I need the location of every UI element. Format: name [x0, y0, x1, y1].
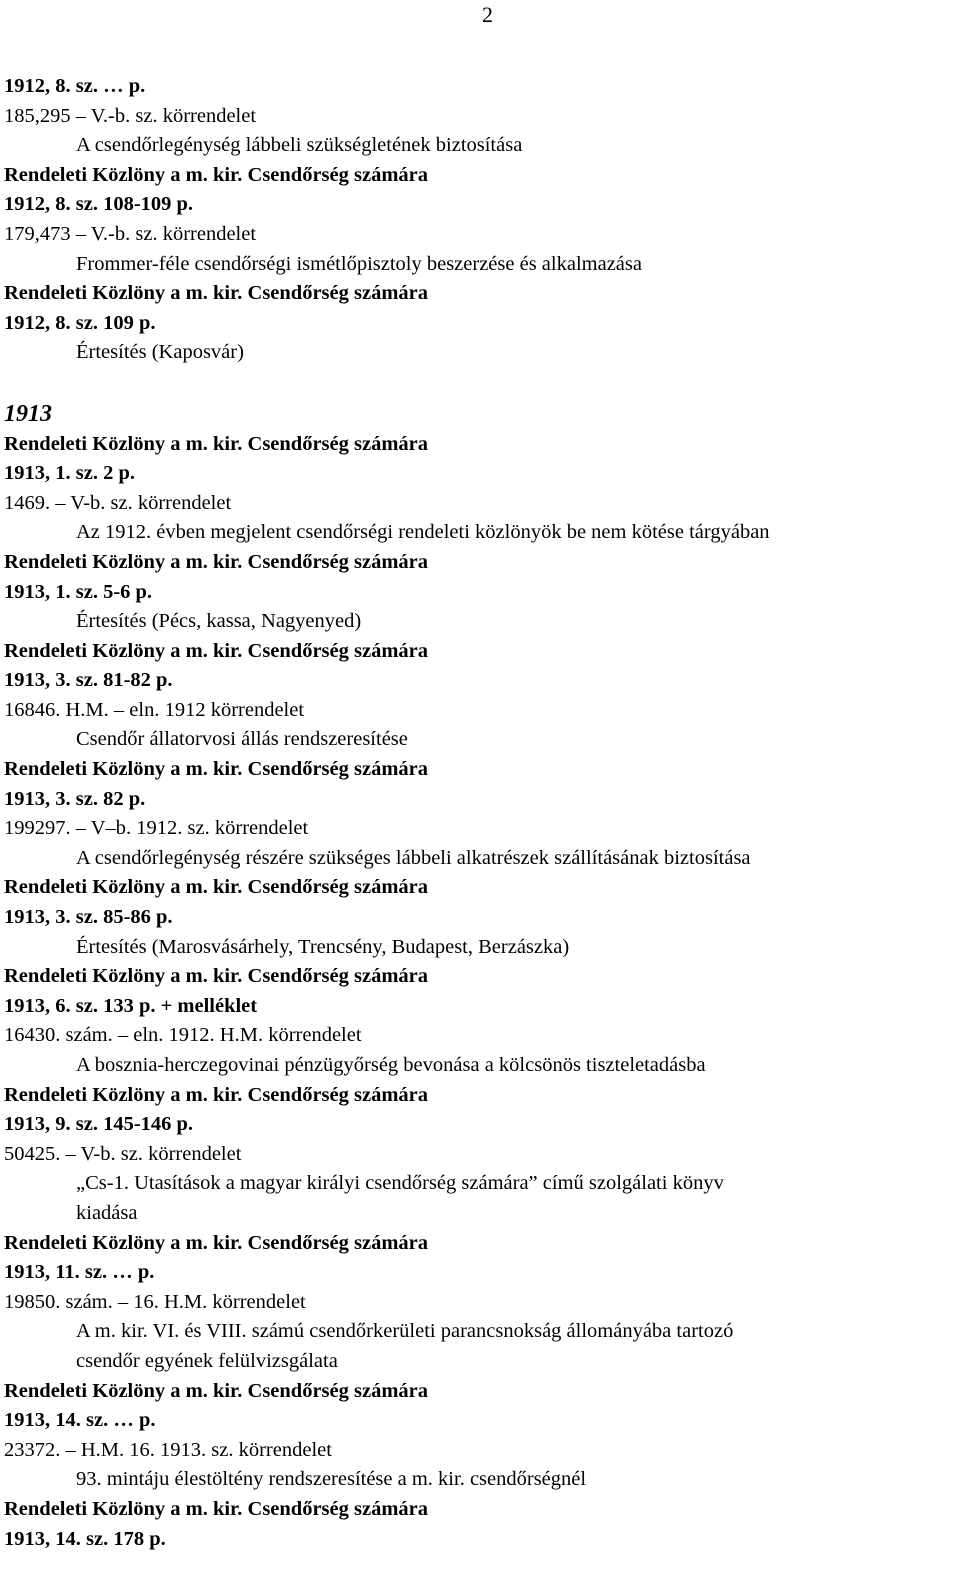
document-line: Rendeleti Közlöny a m. kir. Csendőrség számára	[4, 432, 429, 455]
document-line: Rendeleti Közlöny a m. kir. Csendőrség számára	[4, 758, 429, 781]
document-line: 1913, 14. sz. … p.	[4, 1409, 156, 1432]
page-number: 2	[482, 2, 493, 27]
document-line: Értesítés (Kaposvár)	[76, 341, 244, 364]
document-line: 23372. – H.M. 16. 1913. sz. körrendelet	[4, 1438, 332, 1461]
document-line: 1913, 3. sz. 82 p.	[4, 787, 146, 810]
document-line: 1913, 3. sz. 85-86 p.	[4, 906, 173, 929]
document-line: Rendeleti Közlöny a m. kir. Csendőrség számára	[4, 163, 429, 186]
document-line: A csendőrlegénység részére szükséges lábbeli alkatrészek szállításának biztosítása	[76, 846, 751, 869]
document-line: Rendeleti Közlöny a m. kir. Csendőrség számára	[4, 282, 429, 305]
document-line: Értesítés (Pécs, kassa, Nagyenyed)	[76, 610, 362, 633]
document-line: 16430. szám. – eln. 1912. H.M. körrendelet	[4, 1024, 362, 1047]
document-line: Rendeleti Közlöny a m. kir. Csendőrség számára	[4, 1497, 429, 1520]
document-line: 1912, 8. sz. 108-109 p.	[4, 193, 194, 216]
document-line: A csendőrlegénység lábbeli szükségletének biztosítása	[76, 134, 523, 157]
document-line: 1913, 9. sz. 145-146 p.	[4, 1113, 194, 1136]
document-body	[4, 72, 960, 1554]
document-line: 1912, 8. sz. 109 p.	[4, 311, 156, 334]
document-line: Csendőr állatorvosi állás rendszeresítése	[76, 728, 408, 751]
document-line: csendőr egyének felülvizsgálata	[76, 1349, 338, 1372]
document-line: Az 1912. évben megjelent csendőrségi rendeleti közlönyök be nem kötése tárgyában	[76, 521, 770, 544]
document-line: kiadása	[76, 1201, 138, 1224]
document-line: 1913, 1. sz. 5-6 p.	[4, 580, 153, 603]
document-line: 1913, 14. sz. 178 p.	[4, 1527, 166, 1550]
document-line: 1913, 1. sz. 2 p.	[4, 462, 135, 485]
document-line: 1469. – V-b. sz. körrendelet	[4, 491, 232, 514]
document-line: 93. mintáju élestöltény rendszeresítése a m. kir. csendőrségnél	[76, 1468, 587, 1491]
year-heading: 1913	[4, 400, 52, 427]
document-line: Rendeleti Közlöny a m. kir. Csendőrség számára	[4, 550, 429, 573]
document-line: Rendeleti Közlöny a m. kir. Csendőrség számára	[4, 1231, 429, 1254]
document-line: Rendeleti Közlöny a m. kir. Csendőrség számára	[4, 1379, 429, 1402]
document-line: „Cs-1. Utasítások a magyar királyi csendőrség számára” című szolgálati könyv	[76, 1172, 724, 1195]
document-line: 16846. H.M. – eln. 1912 körrendelet	[4, 698, 305, 721]
document-line: Rendeleti Közlöny a m. kir. Csendőrség számára	[4, 639, 429, 662]
document-line: Rendeleti Közlöny a m. kir. Csendőrség számára	[4, 876, 429, 899]
document-line: Értesítés (Marosvásárhely, Trencsény, Budapest, Berzászka)	[76, 935, 570, 958]
spacer	[4, 368, 960, 400]
document-line: 185,295 – V.-b. sz. körrendelet	[4, 104, 257, 127]
document-line: 179,473 – V.-b. sz. körrendelet	[4, 222, 257, 245]
document-line: 1913, 11. sz. … p.	[4, 1261, 155, 1284]
document-line: Frommer-féle csendőrségi ismétlőpisztoly beszerzése és alkalmazása	[76, 252, 642, 275]
document-line: A bosznia-herczegovinai pénzügyőrség bevonása a kölcsönös tiszteletadásba	[76, 1054, 706, 1076]
document-line: 1913, 3. sz. 81-82 p.	[4, 669, 173, 692]
document-line: Rendeleti Közlöny a m. kir. Csendőrség számára	[4, 1083, 429, 1106]
document-line: 199297. – V–b. 1912. sz. körrendelet	[4, 817, 309, 840]
document-line: 1913, 6. sz. 133 p. + melléklet	[4, 994, 258, 1017]
document-line: Rendeleti Közlöny a m. kir. Csendőrség számára	[4, 965, 429, 988]
document-line: A m. kir. VI. és VIII. számú csendőrkerületi parancsnokság állományába tartozó	[76, 1320, 734, 1343]
document-line: 19850. szám. – 16. H.M. körrendelet	[4, 1290, 306, 1313]
document-line: 1912, 8. sz. … p.	[4, 75, 146, 97]
document-line: 50425. – V-b. sz. körrendelet	[4, 1142, 242, 1165]
